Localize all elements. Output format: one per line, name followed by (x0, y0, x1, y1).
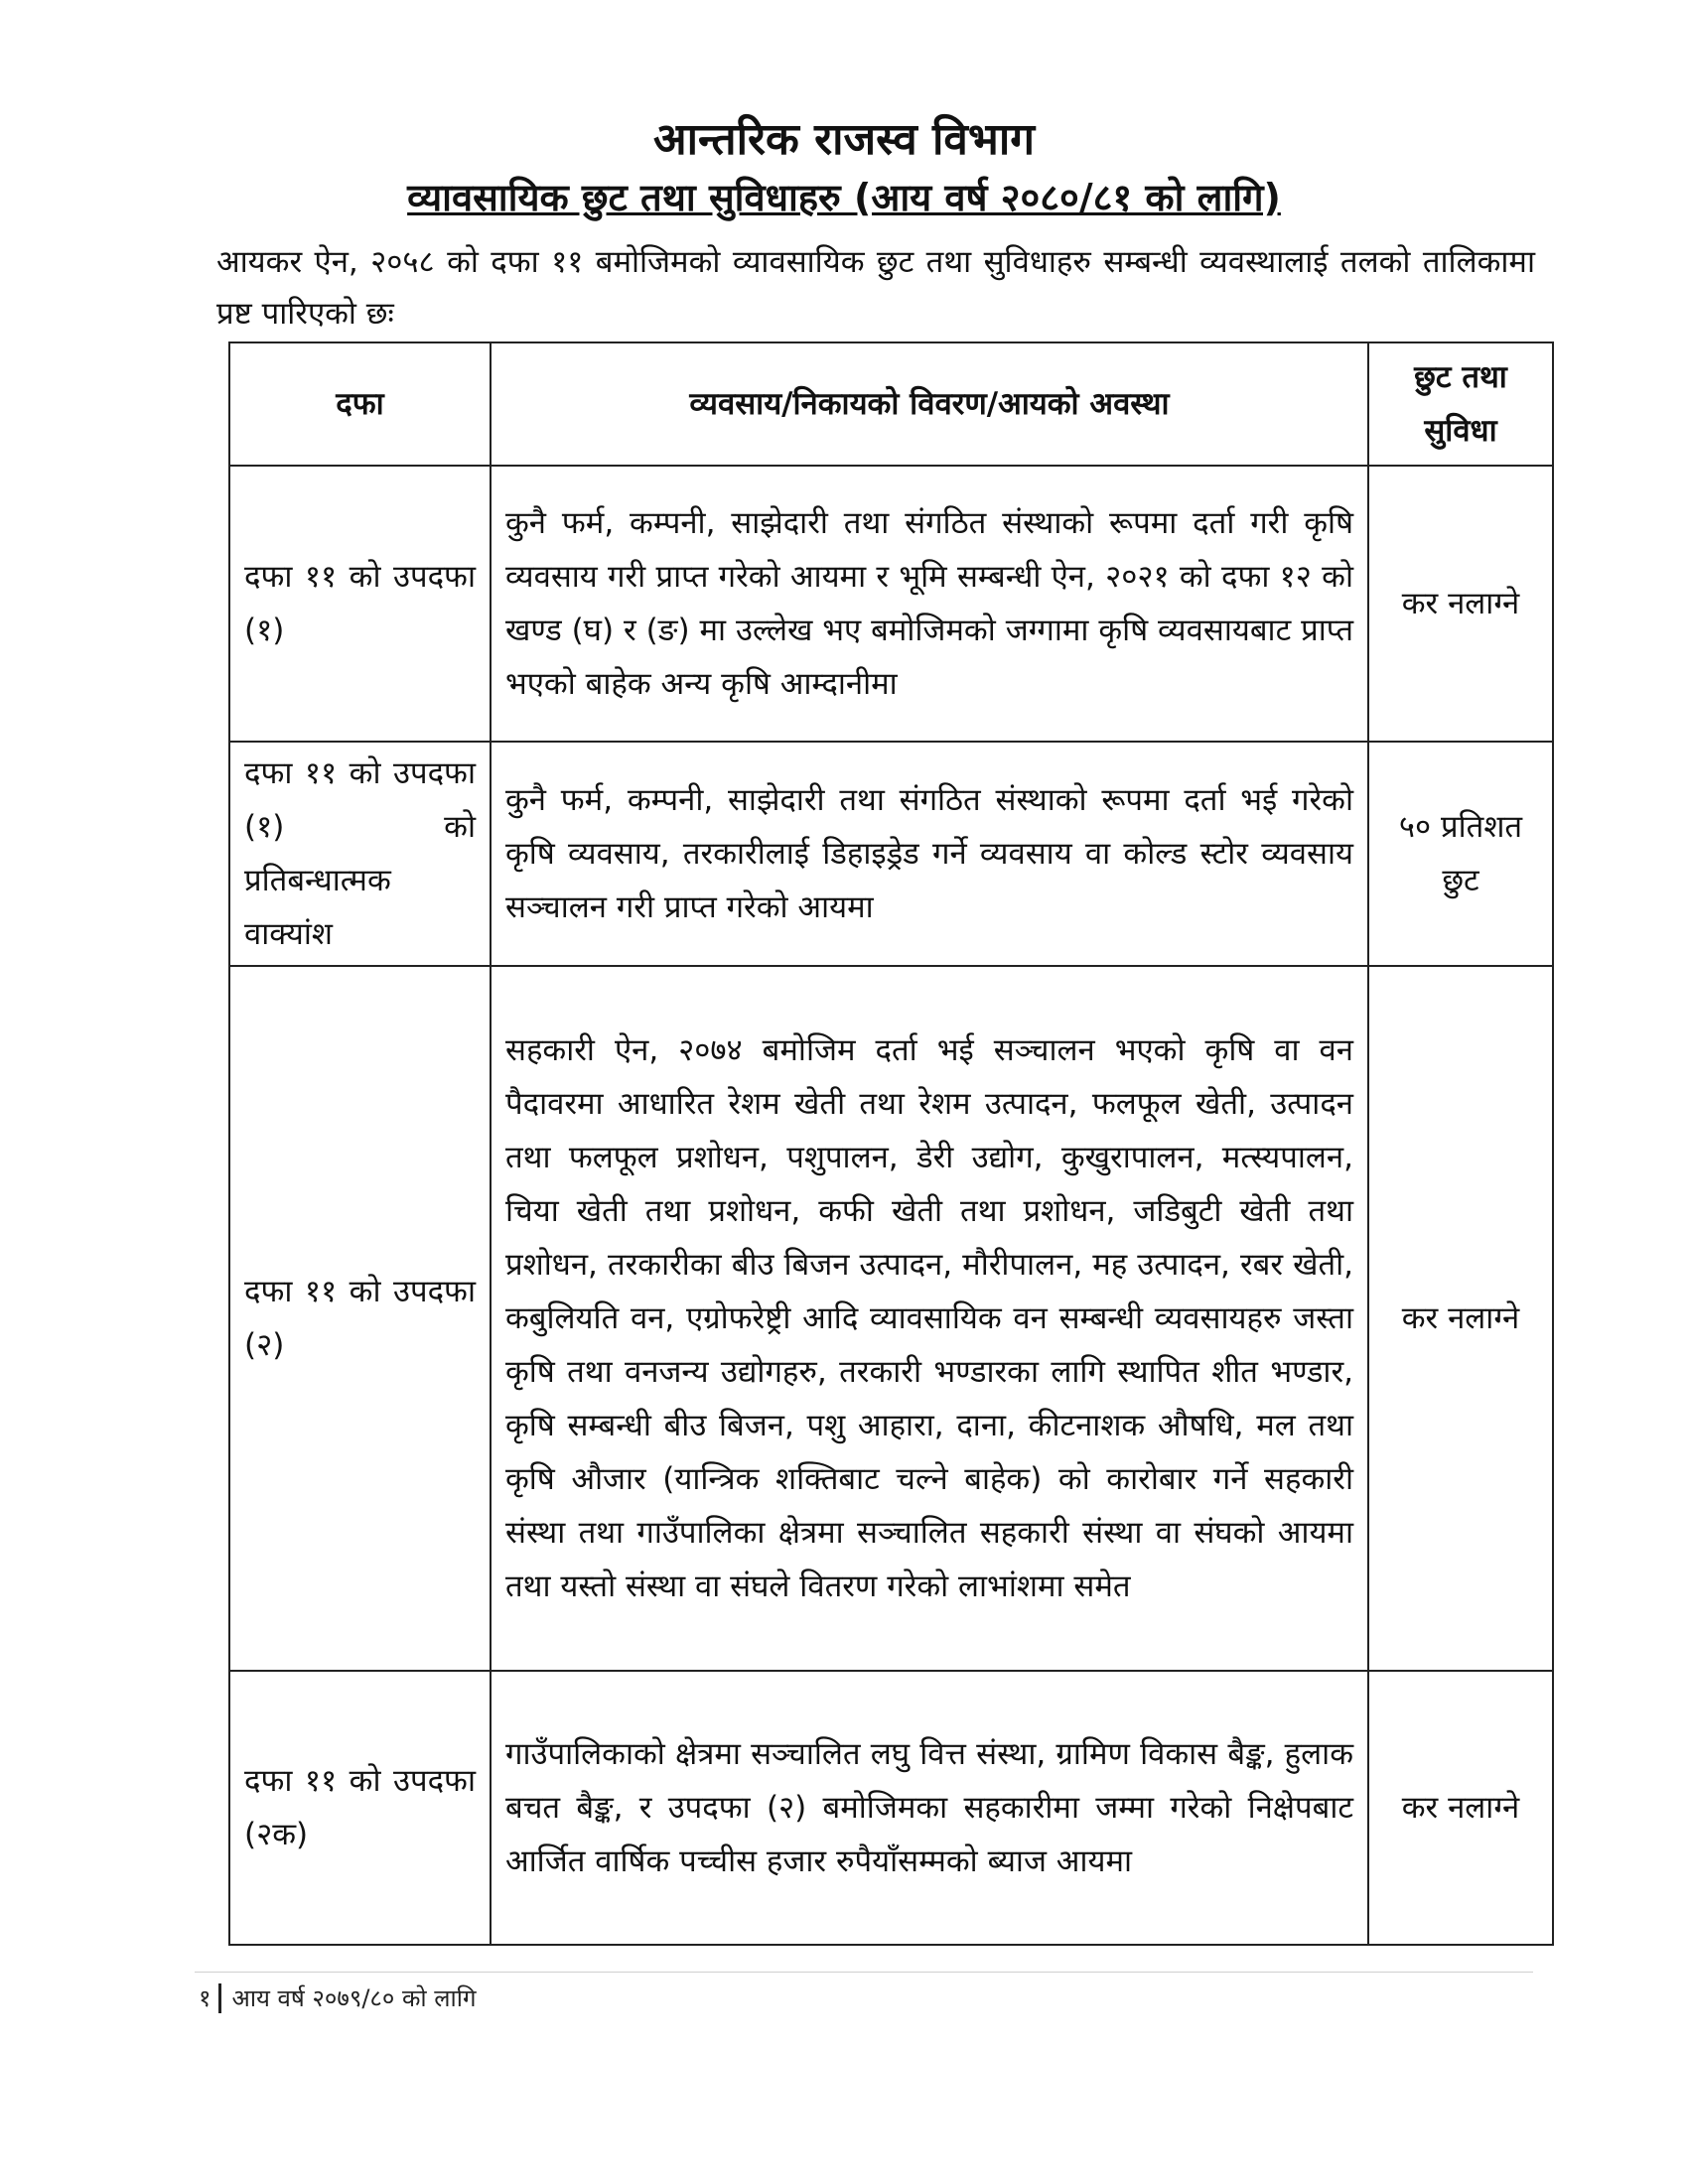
header-section: दफा (229, 342, 491, 466)
footer-separator (218, 1983, 221, 2013)
document-subtitle: व्यावसायिक छुट तथा सुविधाहरु (आय वर्ष २०८०/८१ को लागि) (407, 176, 1281, 219)
table-row (229, 966, 1553, 1671)
table-row (229, 1671, 1553, 1945)
header-benefit: छुट तथा सुविधा (1368, 342, 1553, 466)
page-number: १ (199, 1984, 211, 2012)
description-cell: कुनै फर्म, कम्पनी, साझेदारी तथा संगठित संस्थाको रूपमा दर्ता भई गरेको कृषि व्यवसाय, तरकारीलाई डिहाइड्रेड गर्ने व्यवसाय वा कोल्ड स्टोर व्यवसाय सञ्चालन गरी प्राप्त गरेको आयमा (491, 742, 1368, 966)
benefit-cell: ५० प्रतिशत छुट (1368, 742, 1553, 966)
section-cell: दफा ११ को उपदफा (२क) (229, 1671, 491, 1945)
benefit-cell: कर नलाग्ने (1368, 466, 1553, 742)
table-row (229, 742, 1553, 966)
footer-divider (195, 1972, 1533, 1973)
description-cell: गाउँपालिकाको क्षेत्रमा सञ्चालित लघु वित्त संस्था, ग्रामिण विकास बैङ्क, हुलाक बचत बैङ्क, र उपदफा (२) बमोजिमका सहकारीमा जम्मा गरेको निक्षेपबाट आर्जित वार्षिक पच्चीस हजार रुपैयाँसम्मको ब्याज आयमा (491, 1671, 1368, 1945)
section-cell: दफा ११ को उपदफा (१) (229, 466, 491, 742)
intro-paragraph: आयकर ऐन, २०५८ को दफा ११ बमोजिमको व्यावसायिक छुट तथा सुविधाहरु सम्बन्धी व्यवस्थालाई तलको तालिकामा प्रष्ट पारिएको छः (216, 244, 1535, 332)
description-cell: कुनै फर्म, कम्पनी, साझेदारी तथा संगठित संस्थाको रूपमा दर्ता गरी कृषि व्यवसाय गरी प्राप्त गरेको आयमा र भूमि सम्बन्धी ऐन, २०२१ को दफा १२ को खण्ड (घ) र (ङ) मा उल्लेख भए बमोजिमको जग्गामा कृषि व्यवसायबाट प्राप्त भएको बाहेक अन्य कृषि आम्दानीमा (491, 466, 1368, 742)
page-footer (199, 1981, 477, 2014)
benefit-cell: कर नलाग्ने (1368, 966, 1553, 1671)
table-row (229, 466, 1553, 742)
document-title: आन्तरिक राजस्व विभाग (653, 114, 1035, 165)
footer-text: आय वर्ष २०७९/८० को लागि (231, 1984, 477, 2012)
header-description: व्यवसाय/निकायको विवरण/आयको अवस्था (491, 342, 1368, 466)
description-cell: सहकारी ऐन, २०७४ बमोजिम दर्ता भई सञ्चालन भएको कृषि वा वन पैदावरमा आधारित रेशम खेती तथा रेशम उत्पादन, फलफूल खेती, उत्पादन तथा फलफूल प्रशोधन, पशुपालन, डेरी उद्योग, कुखुरापालन, मत्स्यपालन, चिया खेती तथा प्रशोधन, कफी खेती तथा प्रशोधन, जडिबुटी खेती तथा प्रशोधन, तरकारीका बीउ बिजन उत्पादन, मौरीपालन, मह उत्पादन, रबर खेती, कबुलियति वन, एग्रोफरेष्ट्री आदि व्यावसायिक वन सम्बन्धी व्यवसायहरु जस्ता कृषि तथा वनजन्य उद्योगहरु, तरकारी भण्डारका लागि स्थापित शीत भण्डार, कृषि सम्बन्धी बीउ बिजन, पशु आहारा, दाना, कीटनाशक औषधि, मल तथा कृषि औजार (यान्त्रिक शक्तिबाट चल्ने बाहेक) को कारोबार गर्ने सहकारी संस्था तथा गाउँपालिका क्षेत्रमा सञ्चालित सहकारी संस्था वा संघको आयमा तथा यस्तो संस्था वा संघले वितरण गरेको लाभांशमा समेत (491, 966, 1368, 1671)
benefit-cell: कर नलाग्ने (1368, 1671, 1553, 1945)
section-cell: दफा ११ को उपदफा (१) को प्रतिबन्धात्मक वाक्यांश (229, 742, 491, 966)
section-cell: दफा ११ को उपदफा (२) (229, 966, 491, 1671)
table-header-row (229, 342, 1553, 466)
exemption-table (228, 341, 1554, 1946)
